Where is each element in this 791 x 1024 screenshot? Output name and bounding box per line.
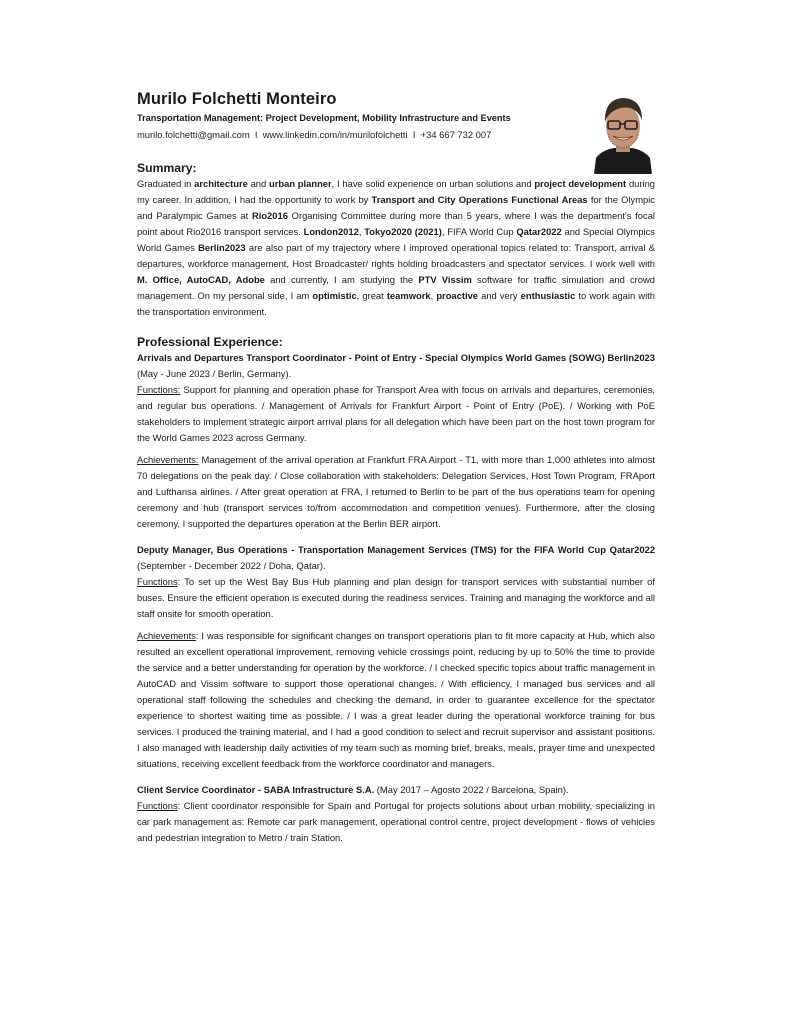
summary-highlight: teamwork [386,290,431,301]
phone-number: +34 667 732 007 [420,129,492,140]
job-title: Client Service Coordinator - SABA Infrastructure S.A. [137,784,375,795]
summary-text: during my career. In addition, I had the opportunity to work by [137,178,655,205]
contact-line [137,128,655,142]
candidate-name: Murilo Folchetti Monteiro [137,90,337,108]
summary-text: and currently, I am studying the [264,274,419,285]
job-period: (May 2017 – Agosto 2022 / Barcelona, Spain). [374,784,569,795]
summary-highlight: M. Office, AutoCAD, Adobe [137,274,265,285]
job-entry-saba [137,782,655,846]
job-title: Deputy Manager, Bus Operations - Transportation Management Services (TMS) for the FIFA World Cup Qatar2022 [137,544,655,555]
summary-highlight: Berlin2023 [198,242,246,253]
summary-highlight: Tokyo2020 (2021) [364,226,442,237]
achievements-label: Achievements: [137,454,199,465]
job-functions: Functions: Client coordinator responsible for Spain and Portugal for projects solutions about urban mobility, specializing in car park management as: Remote car park management, operational control centre, project development - flows of vehicles and pedestrian integration to Metro / train Station. [137,800,655,843]
job-functions: Functions: Support for planning and operation phase for Transport Area with focus on arrivals and departures, ceremonies, and regular bus operations. / Management of Arrivals for Frankfurt Airport - Point of Entry (PoE). / Working with PoE stakeholders to implement strategic airport arrival plans for all delegation which have been part on the host town program for the World Games 2023 across Germany. [137,384,655,443]
summary-highlight: PTV Vissim [418,274,472,285]
summary-highlight: proactive [436,290,479,301]
job-header [137,782,655,798]
summary-highlight: urban planner [269,178,332,189]
professional-tagline: Transportation Management: Project Development, Mobility Infrastructure and Events [137,113,511,123]
summary-highlight: enthusiastic [520,290,576,301]
job-title: Arrivals and Departures Transport Coordinator - Point of Entry - Special Olympics World Games (SOWG) Berlin2023 [137,352,655,363]
functions-label: Functions: [137,384,181,395]
job-entry-sowg [137,350,655,532]
summary-text: and Special Olympics World Games [137,226,655,253]
job-period: (September - December 2022 / Doha, Qatar). [137,560,326,571]
summary-text: Organising Committee during more than 5 years, where I was the department's focal point about Rio2016 transport services. [137,210,655,237]
summary-highlight: London2012 [303,226,359,237]
functions-label: Functions [137,800,178,811]
resume-document [137,88,655,846]
summary-text: , [358,226,365,237]
summary-highlight: project development [534,178,627,189]
job-period: (May - June 2023 / Berlin, Germany). [137,368,292,379]
summary-text: , FIFA World Cup [441,226,517,237]
summary-paragraph [137,176,655,320]
summary-highlight: Transport and City Operations Functional Areas [371,194,588,205]
summary-highlight: optimistic [312,290,357,301]
summary-highlight: architecture [194,178,248,189]
email-link[interactable]: murilo.folchetti@gmail.com [137,129,250,140]
summary-text: Graduated in [137,178,195,189]
linkedin-link[interactable]: www.linkedin.com/in/murilofolchetti [262,129,408,140]
achievements-label: Achievements [137,630,196,641]
job-achievements: Achievements: Management of the arrival operation at Frankfurt FRA Airport - T1, with more than 1,000 athletes into almost 70 delegations on the peak day. / Close collaboration with stakeholders: Delegation Services, Host Town Program, FRAport and Lufthansa airlines. / After great operation at FRA, I returned to Berlin to be part of the bus operations team for opening ceremony and hub (transport services to/from accommodation and competition venues). Furthermore, after the closing ceremony, I supported the departures operation at the Berlin BER airport. [137,454,655,529]
summary-highlight: Qatar2022 [516,226,562,237]
experience-heading: Professional Experience: [137,335,283,349]
summary-heading: Summary: [137,161,197,175]
job-achievements: Achievements: I was responsible for significant changes on transport operations plan to fit more capacity at Hub, which also resulted an excellent operational improvement, removing vehicle crossings point, reducing by up to 50% the time to provide the service and a better understanding for operation by the workforce. / I checked specific topics about traffic management in AutoCAD and Vissim software to support those operational changes. / With efficiency, I managed bus services and all operational staff following the schedules and checking the demand, in order to guarantee excellence for the spectator experience to shortest waiting time as possible. / I was a great leader during the operational workforce training for bus services. I produced the training material, and I had a good condition to select and recruit supervisor and assistant positions. I also managed with leadership daily activities of my team such as morning brief, breaks, meals, prayer time and unexpected situations, receiving excellent feedback from the workforce coordinator and managers. [137,630,655,769]
summary-highlight: Rio2016 [251,210,288,221]
summary-text: , [430,290,437,301]
job-header [137,542,655,574]
contact-separator: I [412,129,416,140]
summary-text: and [247,178,269,189]
summary-text: are also part of my trajectory where I improved operational topics related to: Transport, arrival & departures, workforce management, Host Broadcaster/ rights holding broadcasters and spectator services. I work well with [137,242,655,269]
summary-text: for the Olympic and Paralympic Games at [137,194,655,221]
summary-text: and very [478,290,521,301]
job-functions: Functions: To set up the West Bay Bus Hub planning and plan design for transport services with substantial number of buses. Ensure the efficient operation is executed during the readiness services. Training and managing the workforce and all staff onsite for smooth operation. [137,576,655,619]
job-entry-fifa [137,542,655,772]
summary-text: software for traffic simulation and crowd management. On my personal side, I am [137,274,655,301]
summary-text: , great [356,290,387,301]
job-header [137,350,655,382]
summary-text: , I have solid experience on urban solutions and [331,178,535,189]
functions-label: Functions [137,576,178,587]
contact-separator: I [254,129,258,140]
summary-text: to work again with the transportation environment. [137,290,655,317]
